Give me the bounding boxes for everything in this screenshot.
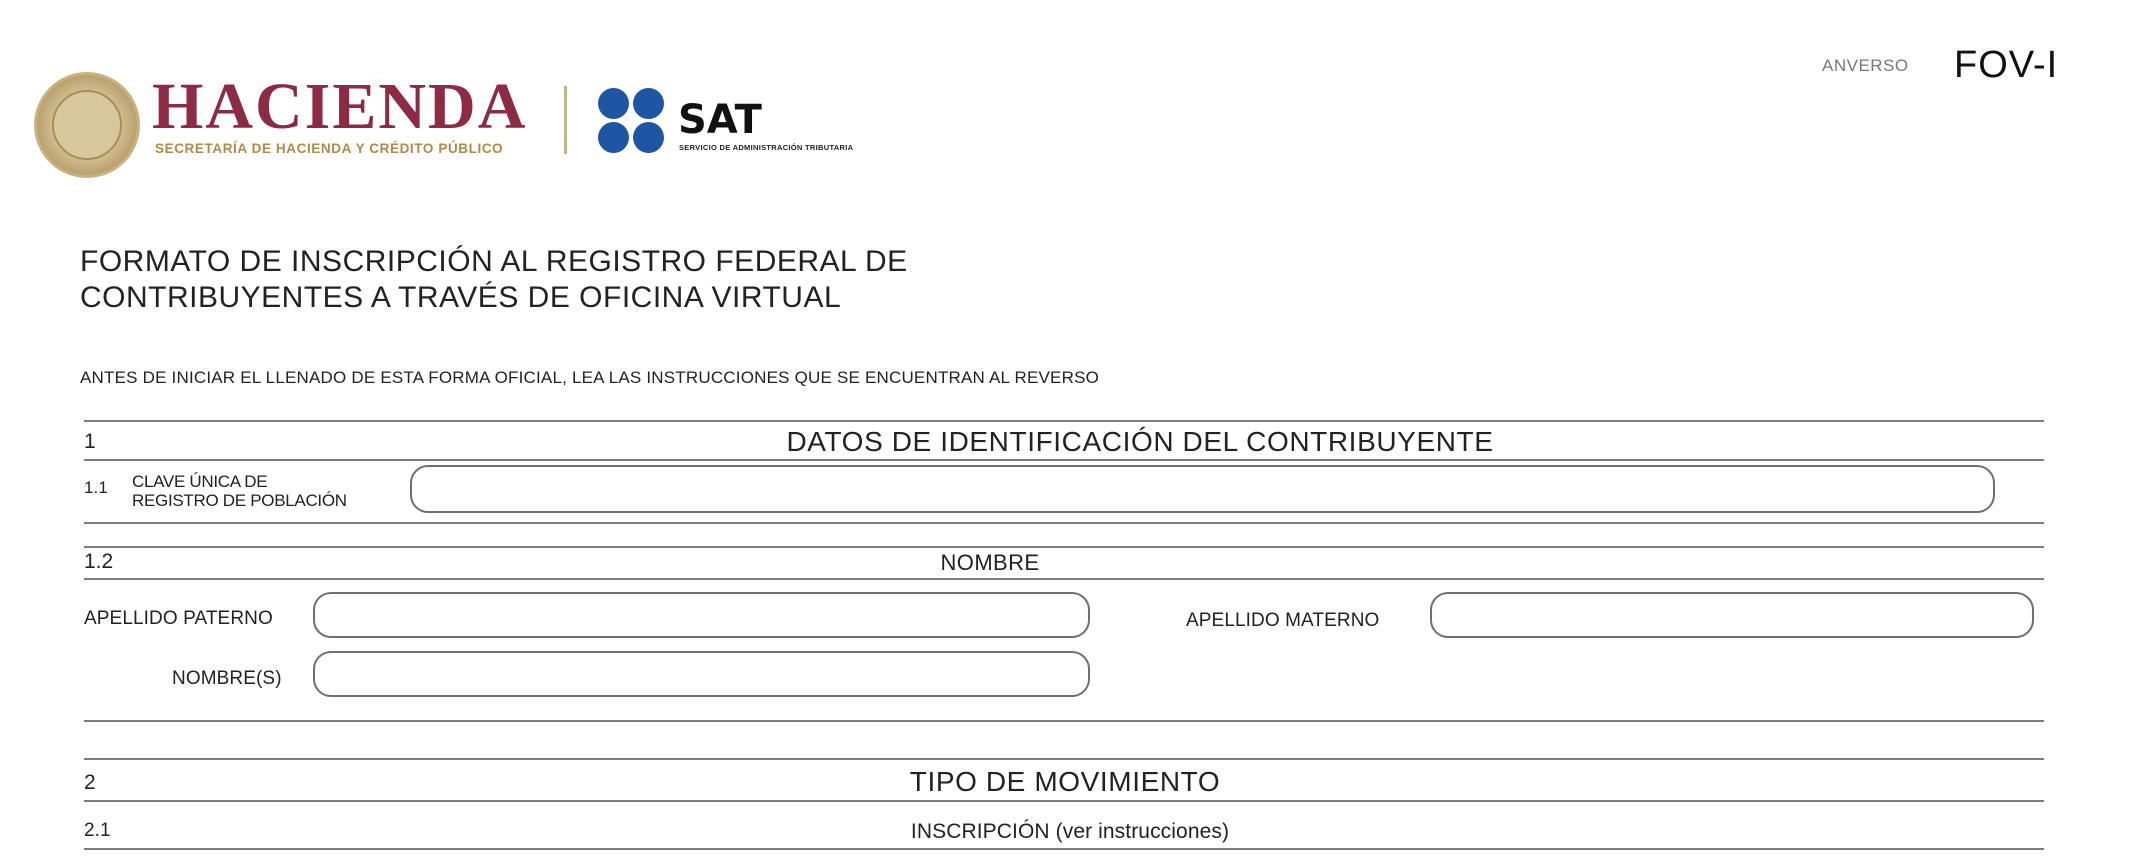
section-1-heading: DATOS DE IDENTIFICACIÓN DEL CONTRIBUYENTE — [786, 426, 1494, 457]
curp-label — [132, 472, 347, 510]
apellido-materno-input[interactable] — [1430, 592, 2034, 638]
apellido-paterno-input[interactable] — [313, 592, 1090, 638]
divider-line — [84, 848, 2044, 850]
section-2-heading: TIPO DE MOVIMIENTO — [909, 766, 1221, 797]
sat-logo-subtitle: SERVICIO DE ADMINISTRACIÓN TRIBUTARIA — [679, 143, 854, 152]
curp-label-line-1: CLAVE ÚNICA DE — [132, 472, 268, 491]
eagle-emblem-icon — [52, 90, 122, 160]
hacienda-logo-subtitle: SECRETARÍA DE HACIENDA Y CRÉDITO PÚBLICO — [155, 141, 504, 156]
curp-number: 1.1 — [84, 478, 108, 497]
divider-line — [84, 720, 2044, 722]
section-2-1-heading: INSCRIPCIÓN (ver instrucciones) — [910, 820, 1230, 843]
divider-line — [84, 578, 2044, 580]
side-label: ANVERSO — [1822, 56, 1909, 75]
apellido-paterno-label: APELLIDO PATERNO — [84, 608, 273, 629]
title-line-1: FORMATO DE INSCRIPCIÓN AL REGISTRO FEDERAL DE — [80, 245, 908, 278]
page-title — [80, 244, 908, 316]
section-2-number: 2 — [84, 771, 96, 794]
divider-line — [84, 522, 2044, 524]
section-2-1-number: 2.1 — [84, 820, 111, 841]
instructions-note: ANTES DE INICIAR EL LLENADO DE ESTA FORMA OFICIAL, LEA LAS INSTRUCCIONES QUE SE ENCUENTRAN AL REVERSO — [80, 368, 1100, 387]
divider-line — [84, 459, 2044, 461]
logo-divider — [564, 86, 567, 154]
apellido-materno-label: APELLIDO MATERNO — [1186, 610, 1380, 631]
nombres-input[interactable] — [313, 651, 1090, 697]
divider-line — [84, 758, 2044, 760]
nombre-number: 1.2 — [84, 550, 114, 573]
form-code: FOV-I — [1954, 44, 2059, 86]
curp-input[interactable] — [410, 465, 1995, 513]
hacienda-logo-text: HACIENDA — [152, 70, 528, 143]
nombre-heading: NOMBRE — [940, 550, 1040, 575]
divider-line — [84, 420, 2044, 422]
sat-logo-text: SAT — [678, 97, 762, 143]
divider-line — [84, 800, 2044, 802]
sat-dots-icon — [598, 88, 670, 154]
nombres-label: NOMBRE(S) — [172, 668, 282, 689]
section-1-number: 1 — [84, 430, 96, 453]
curp-label-line-2: REGISTRO DE POBLACIÓN — [132, 491, 347, 510]
title-line-2: CONTRIBUYENTES A TRAVÉS DE OFICINA VIRTUAL — [80, 281, 842, 314]
divider-line — [84, 546, 2044, 548]
